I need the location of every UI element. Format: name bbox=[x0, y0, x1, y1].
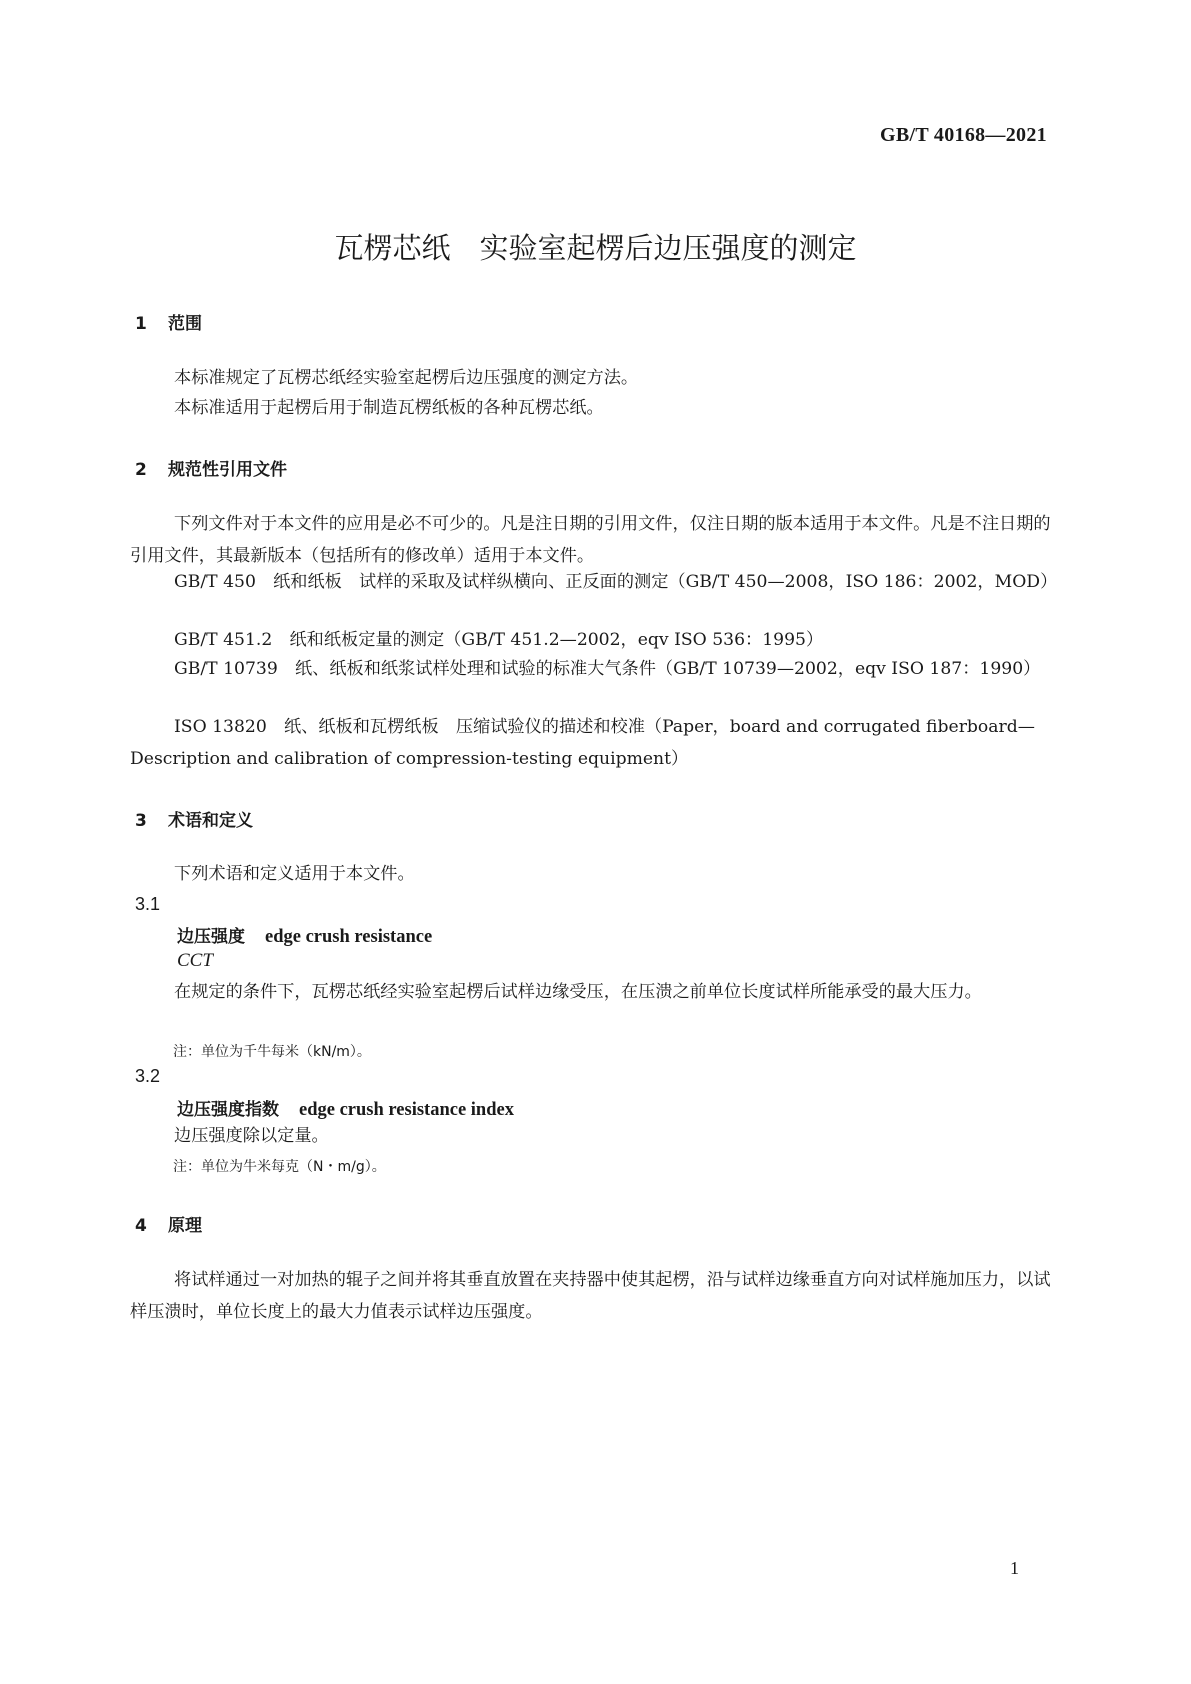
section-title: 范围 bbox=[168, 314, 202, 334]
term-number: 3.1 bbox=[135, 894, 161, 914]
term-entry bbox=[177, 1095, 514, 1121]
term-abbreviation: CCT bbox=[177, 950, 213, 971]
scope-paragraph: 本标准规定了瓦楞芯纸经实验室起楞后边压强度的测定方法。 bbox=[174, 368, 639, 388]
terms-intro: 下列术语和定义适用于本文件。 bbox=[174, 864, 415, 884]
term-definition: 在规定的条件下，瓦楞芯纸经实验室起楞后试样边缘受压，在压溃之前单位长度试样所能承受的最大压力。 bbox=[174, 982, 982, 1002]
section-2-heading bbox=[135, 455, 287, 480]
term-en: edge crush resistance index bbox=[299, 1100, 514, 1120]
document-title: 瓦楞芯纸 实验室起楞后边压强度的测定 bbox=[334, 231, 857, 265]
principle-paragraph: 将试样通过一对加热的辊子之间并将其垂直放置在夹持器中使其起楞，沿与试样边缘垂直方向对试样施加压力，以试样压溃时，单位长度上的最大力值表示试样边压强度。 bbox=[130, 1270, 1051, 1322]
term-zh: 边压强度 bbox=[177, 927, 245, 947]
page-number: 1 bbox=[1010, 1558, 1019, 1578]
section-4-heading bbox=[135, 1211, 202, 1236]
section-1-heading bbox=[135, 309, 202, 334]
section-3-heading bbox=[135, 806, 253, 831]
scope-paragraph: 本标准适用于起楞后用于制造瓦楞纸板的各种瓦楞芯纸。 bbox=[174, 398, 604, 418]
term-definition: 边压强度除以定量。 bbox=[174, 1126, 329, 1146]
term-note: 注：单位为千牛每米（kN/m）。 bbox=[173, 1044, 371, 1060]
references-intro: 下列文件对于本文件的应用是必不可少的。凡是注日期的引用文件，仅注日期的版本适用于本文件。凡是不注日期的引用文件，其最新版本（包括所有的修改单）适用于本文件。 bbox=[130, 514, 1051, 566]
section-number: 4 bbox=[135, 1216, 147, 1236]
standard-code: GB/T 40168—2021 bbox=[880, 124, 1047, 146]
section-title: 术语和定义 bbox=[168, 811, 253, 831]
term-entry bbox=[177, 922, 432, 948]
term-zh: 边压强度指数 bbox=[177, 1100, 279, 1120]
section-number: 2 bbox=[135, 460, 147, 480]
section-title: 规范性引用文件 bbox=[168, 460, 287, 480]
reference-item: ISO 13820 纸、纸板和瓦楞纸板 压缩试验仪的描述和校准（Paper，board and corrugated fiberboard—Description and calibration of compression-testing equipment） bbox=[130, 717, 1035, 769]
term-en: edge crush resistance bbox=[265, 927, 433, 947]
reference-item: GB/T 451.2 纸和纸板定量的测定（GB/T 451.2—2002，eqv ISO 536：1995） bbox=[174, 630, 824, 650]
reference-item: GB/T 10739 纸、纸板和纸浆试样处理和试验的标准大气条件（GB/T 10739—2002，eqv ISO 187：1990） bbox=[174, 659, 1041, 679]
reference-item: GB/T 450 纸和纸板 试样的采取及试样纵横向、正反面的测定（GB/T 450—2008，ISO 186：2002，MOD） bbox=[174, 572, 1058, 592]
section-number: 3 bbox=[135, 811, 147, 831]
section-number: 1 bbox=[135, 314, 147, 334]
section-title: 原理 bbox=[168, 1216, 202, 1236]
term-number: 3.2 bbox=[135, 1066, 161, 1086]
term-note: 注：单位为牛米每克（N・m/g）。 bbox=[173, 1159, 386, 1175]
